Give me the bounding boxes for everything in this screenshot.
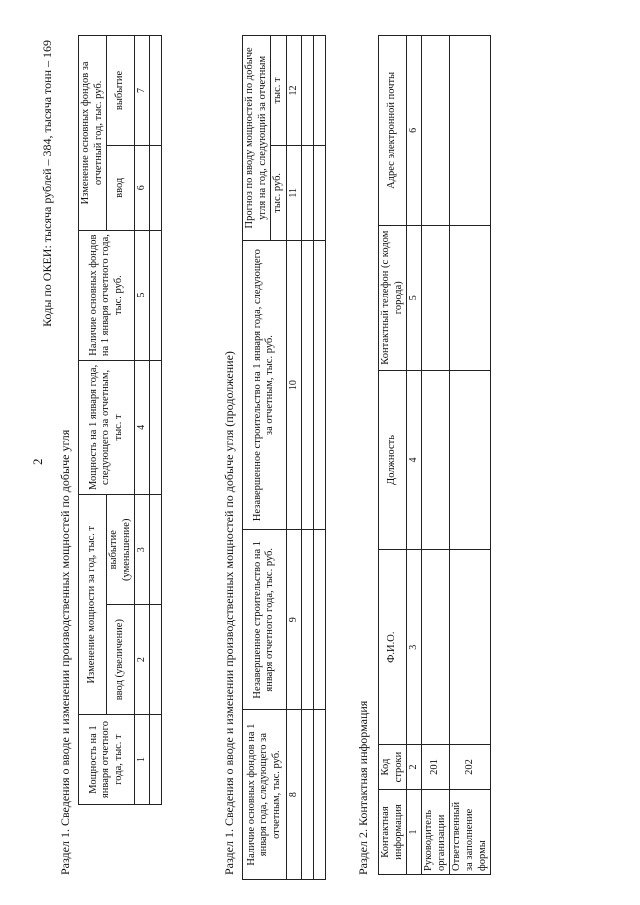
s1-data-cell[interactable] (150, 605, 162, 715)
s1-col7-header: выбытие (107, 36, 135, 146)
s1-col2-header: ввод (увеличение) (107, 605, 135, 715)
s1-funds-header: Изменение основных фондов за отчетный год, тыс. руб. (79, 36, 107, 231)
section1b-caption: Раздел 1. Сведения о вводе и изменении производственных мощностей по добыче угля (продолжение) (222, 351, 236, 875)
s2-header-email: Адрес электронной почты (379, 36, 407, 226)
s1-col5-header: Наличие основных фондов на 1 января отчетного года, тыс. руб. (79, 230, 135, 360)
s2-num: 5 (407, 225, 422, 370)
s1b-data-cell[interactable] (313, 145, 325, 240)
s1b-col12-header: тыс. т (271, 36, 287, 146)
s2-phone-cell[interactable] (422, 225, 450, 370)
s1-num: 1 (135, 715, 150, 805)
s1b-forecast-header: Прогноз по вводу мощностей по добыче угля на год, следующий за отчетным (243, 36, 271, 241)
s1-col4-header: Мощность на 1 января года, следующего за отчетным, тыс. т (79, 360, 135, 495)
s2-fio-cell[interactable] (450, 550, 491, 745)
s1-num: 3 (135, 495, 150, 605)
s1b-col9-header: Незавершенное строительство на 1 января отчетного года, тыс. руб. (243, 530, 287, 710)
s1b-data-cell[interactable] (301, 240, 313, 530)
s1b-data-cell[interactable] (313, 710, 325, 880)
s1-num: 4 (135, 360, 150, 495)
s1b-col10-header: Незавершенное строительство на 1 января года, следующего за отчетным, тыс. руб. (243, 240, 287, 530)
s2-header-fio: Ф.И.О. (379, 550, 407, 745)
s2-header-phone: Контактный телефон (с кодом города) (379, 225, 407, 370)
s2-num: 2 (407, 745, 422, 790)
s2-num: 6 (407, 36, 422, 226)
s1b-num: 12 (286, 36, 301, 146)
s1b-num: 8 (286, 710, 301, 880)
s1-col1-header: Мощность на 1 января отчетного года, тыс. т (79, 715, 135, 805)
s2-header-code: Код строки (379, 745, 407, 790)
s2-header-position: Должность (379, 370, 407, 550)
s2-header-contact: Контактная информация (379, 790, 407, 875)
s2-row-label: Ответственный за заполнение формы (450, 790, 491, 875)
s2-row-code: 201 (422, 745, 450, 790)
s1b-data-cell[interactable] (301, 530, 313, 710)
s1b-data-cell[interactable] (313, 530, 325, 710)
s1b-num: 9 (286, 530, 301, 710)
section2-table (378, 35, 491, 875)
s1-num: 7 (135, 36, 150, 146)
s1b-data-cell[interactable] (301, 145, 313, 240)
s1-data-cell[interactable] (150, 495, 162, 605)
s2-email-cell[interactable] (450, 36, 491, 226)
s1-col3-header: выбытие (уменьшение) (107, 495, 135, 605)
s2-num: 3 (407, 550, 422, 745)
s1b-data-cell[interactable] (301, 710, 313, 880)
s1-num: 2 (135, 605, 150, 715)
s1b-col11-header: тыс. руб. (271, 145, 287, 240)
s1-change-header: Изменение мощности за год, тыс. т (79, 495, 107, 715)
s1b-data-cell[interactable] (301, 36, 313, 146)
s2-phone-cell[interactable] (450, 225, 491, 370)
s2-row-label: Руководитель организации (422, 790, 450, 875)
s1-num: 6 (135, 145, 150, 230)
section1-caption: Раздел 1. Сведения о вводе и изменении производственных мощностей по добыче угля (58, 429, 72, 875)
s1b-num: 10 (286, 240, 301, 530)
page-number: 2 (30, 458, 45, 465)
s1-data-cell[interactable] (150, 715, 162, 805)
section1-table (78, 35, 162, 805)
section2-caption: Раздел 2. Контактная информация (356, 700, 370, 875)
s2-fio-cell[interactable] (422, 550, 450, 745)
s2-email-cell[interactable] (422, 36, 450, 226)
s1-data-cell[interactable] (150, 230, 162, 360)
s1b-col8-header: Наличие основных фондов на 1 января года, следующего за отчетным, тыс. руб. (243, 710, 287, 880)
s2-num: 1 (407, 790, 422, 875)
s2-num: 4 (407, 370, 422, 550)
s1-data-cell[interactable] (150, 145, 162, 230)
s1-data-cell[interactable] (150, 36, 162, 146)
s2-row-code: 202 (450, 745, 491, 790)
s2-position-cell[interactable] (422, 370, 450, 550)
s1b-data-cell[interactable] (313, 240, 325, 530)
section1b-table (242, 35, 326, 880)
s2-position-cell[interactable] (450, 370, 491, 550)
s1-num: 5 (135, 230, 150, 360)
s1b-data-cell[interactable] (313, 36, 325, 146)
s1b-num: 11 (286, 145, 301, 240)
s1-col6-header: ввод (107, 145, 135, 230)
s1-data-cell[interactable] (150, 360, 162, 495)
okei-codes: Коды по ОКЕИ: тысяча рублей – 384, тысяча тонн – 169 (40, 40, 54, 327)
